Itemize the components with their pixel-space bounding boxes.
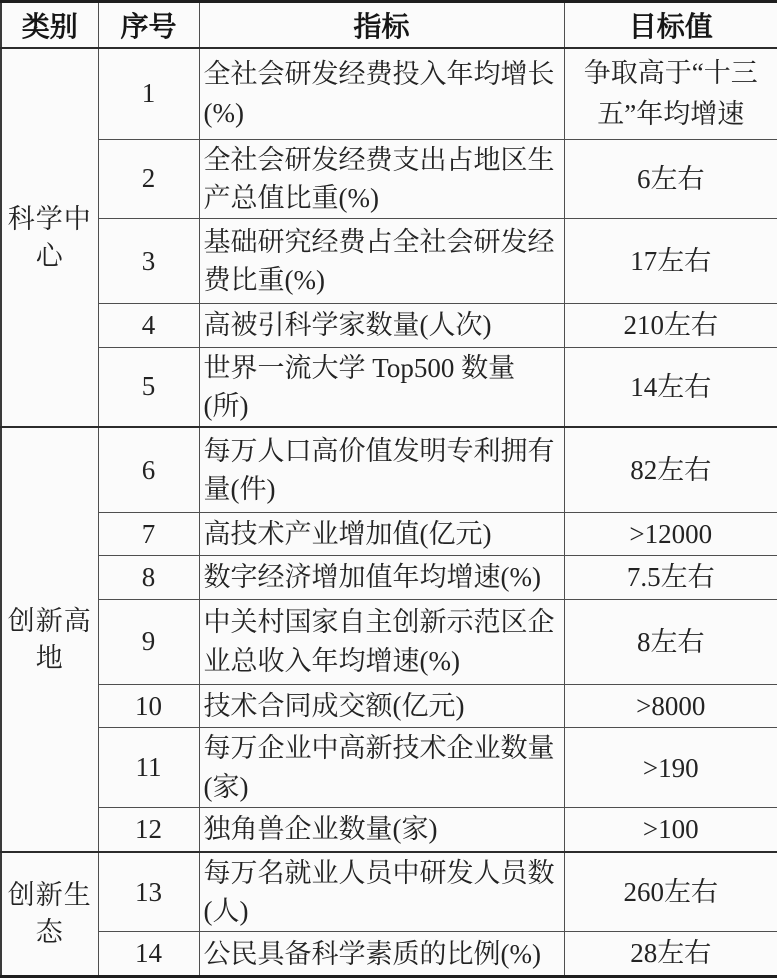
target-cell: >12000 [564, 512, 777, 556]
row-number: 14 [98, 932, 199, 977]
indicator-cell: 全社会研发经费投入年均增长(%) [199, 48, 564, 139]
table-row [1, 304, 777, 348]
target-cell: 7.5左右 [564, 556, 777, 600]
indicator-cell: 每万人口高价值发明专利拥有量(件) [199, 427, 564, 512]
target-cell: 260左右 [564, 852, 777, 932]
row-number: 13 [98, 852, 199, 932]
row-number: 9 [98, 599, 199, 684]
indicator-cell: 高被引科学家数量(人次) [199, 304, 564, 348]
row-number: 3 [98, 219, 199, 304]
row-number: 12 [98, 808, 199, 852]
table-row [1, 599, 777, 684]
table-row [1, 556, 777, 600]
row-number: 4 [98, 304, 199, 348]
table-row [1, 808, 777, 852]
target-cell: 28左右 [564, 932, 777, 977]
target-cell: 6左右 [564, 139, 777, 219]
table-row [1, 427, 777, 512]
target-cell: 14左右 [564, 347, 777, 427]
category-cell-innovation-ecology: 创新生态 [1, 852, 98, 977]
table-row [1, 684, 777, 728]
category-cell-innovation-highland: 创新高地 [1, 427, 98, 852]
table-row [1, 48, 777, 139]
indicator-cell: 基础研究经费占全社会研发经费比重(%) [199, 219, 564, 304]
header-target: 目标值 [564, 2, 777, 49]
target-cell: 8左右 [564, 599, 777, 684]
indicator-cell: 高技术产业增加值(亿元) [199, 512, 564, 556]
indicator-cell: 中关村国家自主创新示范区企业总收入年均增速(%) [199, 599, 564, 684]
row-number: 7 [98, 512, 199, 556]
table-row [1, 852, 777, 932]
indicator-cell: 世界一流大学 Top500 数量(所) [199, 347, 564, 427]
header-indicator: 指标 [199, 2, 564, 49]
row-number: 5 [98, 347, 199, 427]
indicator-cell: 公民具备科学素质的比例(%) [199, 932, 564, 977]
target-cell: 17左右 [564, 219, 777, 304]
indicator-cell: 每万企业中高新技术企业数量(家) [199, 728, 564, 808]
indicator-cell: 全社会研发经费支出占地区生产总值比重(%) [199, 139, 564, 219]
row-number: 11 [98, 728, 199, 808]
header-row [1, 2, 777, 49]
row-number: 10 [98, 684, 199, 728]
row-number: 8 [98, 556, 199, 600]
row-number: 1 [98, 48, 199, 139]
indicator-cell: 技术合同成交额(亿元) [199, 684, 564, 728]
target-cell: 82左右 [564, 427, 777, 512]
indicator-cell: 独角兽企业数量(家) [199, 808, 564, 852]
category-cell-science-center: 科学中心 [1, 48, 98, 427]
table-row [1, 139, 777, 219]
table-row [1, 219, 777, 304]
row-number: 6 [98, 427, 199, 512]
target-cell: >100 [564, 808, 777, 852]
indicator-cell: 数字经济增加值年均增速(%) [199, 556, 564, 600]
indicator-cell: 每万名就业人员中研发人员数(人) [199, 852, 564, 932]
table-row [1, 932, 777, 977]
target-cell: 210左右 [564, 304, 777, 348]
table-row [1, 512, 777, 556]
header-number: 序号 [98, 2, 199, 49]
table-row [1, 728, 777, 808]
header-category: 类别 [1, 2, 98, 49]
target-cell: >190 [564, 728, 777, 808]
target-cell: 争取高于“十三五”年均增速 [564, 48, 777, 139]
row-number: 2 [98, 139, 199, 219]
target-cell: >8000 [564, 684, 777, 728]
table-row [1, 347, 777, 427]
